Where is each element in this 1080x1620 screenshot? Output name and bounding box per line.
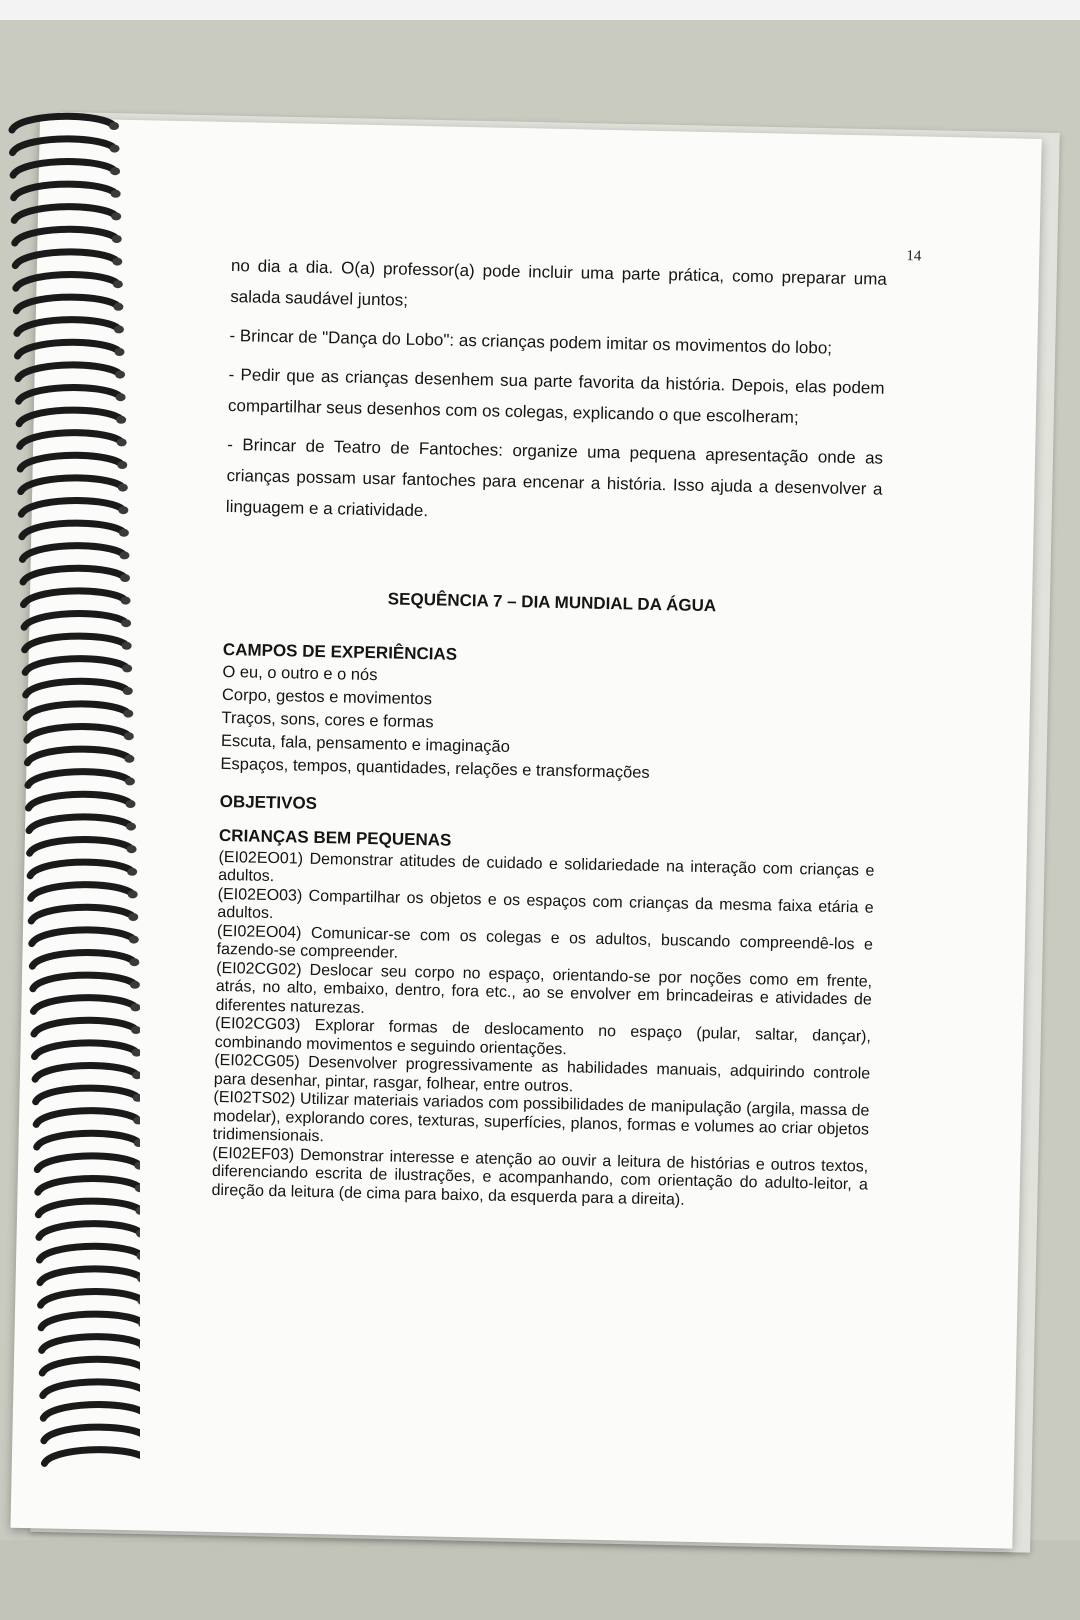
binding-hole — [117, 461, 127, 469]
spiral-coil — [26, 681, 126, 695]
binding-hole — [118, 506, 128, 514]
binding-hole — [112, 235, 122, 243]
spiral-coil — [41, 1291, 140, 1305]
binding-hole — [128, 890, 138, 898]
binding-hole — [126, 823, 136, 831]
binding-hole — [110, 145, 120, 153]
spiral-coil — [22, 523, 122, 537]
spiral-coil — [38, 1201, 138, 1215]
table-surface — [0, 1540, 1080, 1620]
paragraph: no dia a dia. O(a) professor(a) pode incluir uma parte prática, como preparar uma salada saudável juntos; — [230, 256, 888, 310]
objective-item: (EI02CG02) Deslocar seu corpo no espaço, orientando-se por noções como em frente, atrás, no alto, embaixo, dentro, fora etc., ao se envolver em brincadeiras e atividades de diferentes naturezas. — [215, 959, 873, 1017]
binding-hole — [119, 529, 129, 537]
spiral-coil — [35, 1043, 135, 1057]
binding-hole — [113, 280, 123, 288]
binding-hole — [123, 687, 133, 695]
campos-heading: CAMPOS DE EXPERIÊNCIAS — [222, 640, 458, 665]
spiral-coil — [27, 726, 127, 740]
spiral-coil — [40, 1269, 140, 1283]
binding-hole — [125, 777, 135, 785]
spiral-coil — [20, 433, 120, 447]
spiral-coil — [24, 591, 124, 605]
spiral-coil — [39, 1224, 139, 1238]
binding-hole — [113, 303, 123, 311]
binding-hole — [130, 1003, 140, 1011]
binding-hole — [115, 348, 125, 356]
page-number: 14 — [906, 248, 922, 265]
list-item: Escuta, fala, pensamento e imaginação — [220, 731, 511, 756]
spiral-coil — [40, 1246, 140, 1260]
spiral-coil — [26, 704, 126, 718]
document-page — [10, 118, 1041, 1549]
objetivos-heading: OBJETIVOS — [219, 791, 318, 813]
spiral-coil — [36, 1088, 136, 1102]
spiral-coil — [36, 1111, 136, 1125]
binding-hole — [122, 664, 132, 672]
list-item: O eu, o outro e o nós — [222, 662, 378, 684]
binding-hole — [109, 122, 119, 130]
binding-hole — [129, 936, 139, 944]
objective-item: (EI02EO03) Compartilhar os objetos e os espaços com crianças da mesma faixa etária e adultos. — [217, 885, 874, 923]
spiral-coil — [21, 478, 121, 492]
binding-hole — [121, 597, 131, 605]
binding-hole — [124, 732, 134, 740]
spiral-coil — [35, 1065, 135, 1079]
spiral-coil — [25, 636, 125, 650]
spiral-coil — [42, 1337, 140, 1351]
spiral-coil — [43, 1404, 140, 1418]
list-item: Traços, sons, cores e formas — [221, 708, 434, 732]
objective-item: (EI02CG03) Explorar formas de deslocamento no espaço (pular, saltar, dançar), combinando movimentos e seguindo orientações. — [214, 1014, 872, 1058]
spiral-coil — [15, 252, 115, 266]
binding-hole — [118, 484, 128, 492]
spiral-coil — [16, 274, 116, 288]
binding-hole — [126, 800, 136, 808]
binding-hole — [121, 619, 131, 627]
spiral-coil — [31, 907, 131, 921]
spiral-coil — [28, 772, 128, 786]
binding-hole — [124, 755, 134, 763]
paragraph: - Brincar de Teatro de Fantoches: organize uma pequena apresentação onde as crianças possam usar fantoches para encenar a história. Isso ajuda a desenvolver a linguagem e a criatividade. — [225, 434, 884, 521]
paragraph: - Brincar de "Dança do Lobo": as crianças podem imitar os movimentos do lobo; — [229, 326, 833, 358]
spiral-coil — [21, 500, 121, 514]
spiral-coil — [33, 975, 133, 989]
objective-item: (EI02EO01) Demonstrar atitudes de cuidado e solidariedade na interação com crianças e adultos. — [217, 848, 875, 886]
spiral-coil — [17, 320, 117, 334]
objective-item: (EI02TS02) Utilizar materiais variados com possibilidades de manipulação (argila, massa de modelar), explorando cores, texturas, superfícies, planos, formas e volumes ao criar objetos tridimensionais. — [212, 1088, 870, 1146]
spiral-coil — [37, 1156, 137, 1170]
spiral-coil — [12, 116, 112, 130]
activity-paragraphs — [226, 250, 888, 536]
spiral-coil — [37, 1133, 137, 1147]
top-bar — [0, 0, 1080, 20]
spiral-coil — [44, 1427, 140, 1441]
section-title: SEQUÊNCIA 7 – DIA MUNDIAL DA ÁGUA — [387, 589, 717, 616]
spiral-coil — [18, 365, 118, 379]
campos-list — [220, 661, 878, 790]
objetivos-list — [211, 848, 874, 1213]
spiral-coil — [31, 885, 131, 899]
spiral-coil — [19, 387, 119, 401]
spiral-coil — [13, 139, 113, 153]
binding-hole — [111, 212, 121, 220]
binding-hole — [112, 258, 122, 266]
binding-hole — [111, 190, 121, 198]
spiral-coil — [18, 342, 118, 356]
binding-hole — [115, 371, 125, 379]
binding-hole — [127, 868, 137, 876]
spiral-coil — [38, 1178, 138, 1192]
spiral-coil — [14, 207, 114, 221]
spiral-coil — [34, 1020, 134, 1034]
spiral-coil — [27, 749, 127, 763]
spiral-coil — [24, 613, 124, 627]
spiral-coil — [22, 546, 122, 560]
binding-hole — [110, 167, 120, 175]
binding-hole — [116, 393, 126, 401]
binding-hole — [117, 438, 127, 446]
spiral-coil — [15, 229, 115, 243]
spiral-coil — [44, 1450, 140, 1464]
spiral-coil — [33, 998, 133, 1012]
list-item: Corpo, gestos e movimentos — [221, 685, 433, 709]
spiral-binding — [0, 100, 140, 1480]
spiral-coil — [43, 1382, 140, 1396]
binding-hole — [130, 981, 140, 989]
spiral-coil — [20, 455, 120, 469]
spiral-coil — [32, 952, 132, 966]
spiral-coil — [16, 297, 116, 311]
binding-hole — [129, 958, 139, 966]
spiral-coil — [13, 161, 113, 175]
binding-hole — [119, 551, 129, 559]
binding-hole — [128, 913, 138, 921]
binding-hole — [114, 325, 124, 333]
objective-item: (EI02EO04) Comunicar-se com os colegas e os adultos, buscando compreendê-los e fazendo-se compreender. — [216, 922, 874, 962]
paragraph: - Pedir que as crianças desenhem sua parte favorita da história. Depois, elas podem compartilhar seus desenhos com os colegas, explicando o que escolheram; — [227, 365, 885, 427]
spiral-coil — [29, 817, 129, 831]
spiral-coil — [32, 930, 132, 944]
spiral-coil — [25, 659, 125, 673]
objective-item: (EI02CG05) Desenvolver progressivamente as habilidades manuais, adquirindo controle para desenhar, pintar, rasgar, folhear, entre outros. — [213, 1051, 871, 1095]
binding-hole — [127, 845, 137, 853]
spiral-coil — [30, 862, 130, 876]
spiral-coil — [14, 184, 114, 198]
binding-hole — [116, 416, 126, 424]
page-content — [211, 250, 887, 1214]
spiral-coil — [29, 794, 129, 808]
binding-hole — [122, 642, 132, 650]
spiral-coil — [41, 1314, 140, 1328]
spiral-coil — [42, 1359, 140, 1373]
binding-hole — [123, 710, 133, 718]
binding-hole — [120, 574, 130, 582]
spiral-coil — [23, 568, 123, 582]
spiral-coil — [19, 410, 119, 424]
objetivos-subheading: CRIANÇAS BEM PEQUENAS — [218, 826, 452, 850]
spiral-coil — [30, 839, 130, 853]
list-item: Espaços, tempos, quantidades, relações e transformações — [220, 754, 650, 782]
objective-item: (EI02EF03) Demonstrar interesse e atenção ao ouvir a leitura de histórias e outros textos, diferenciando escrita de ilustrações, e acompanhando, com orientação do adulto-leitor, a direção da leitura (de cima para baixo, da esquerda para a direita). — [211, 1144, 869, 1209]
